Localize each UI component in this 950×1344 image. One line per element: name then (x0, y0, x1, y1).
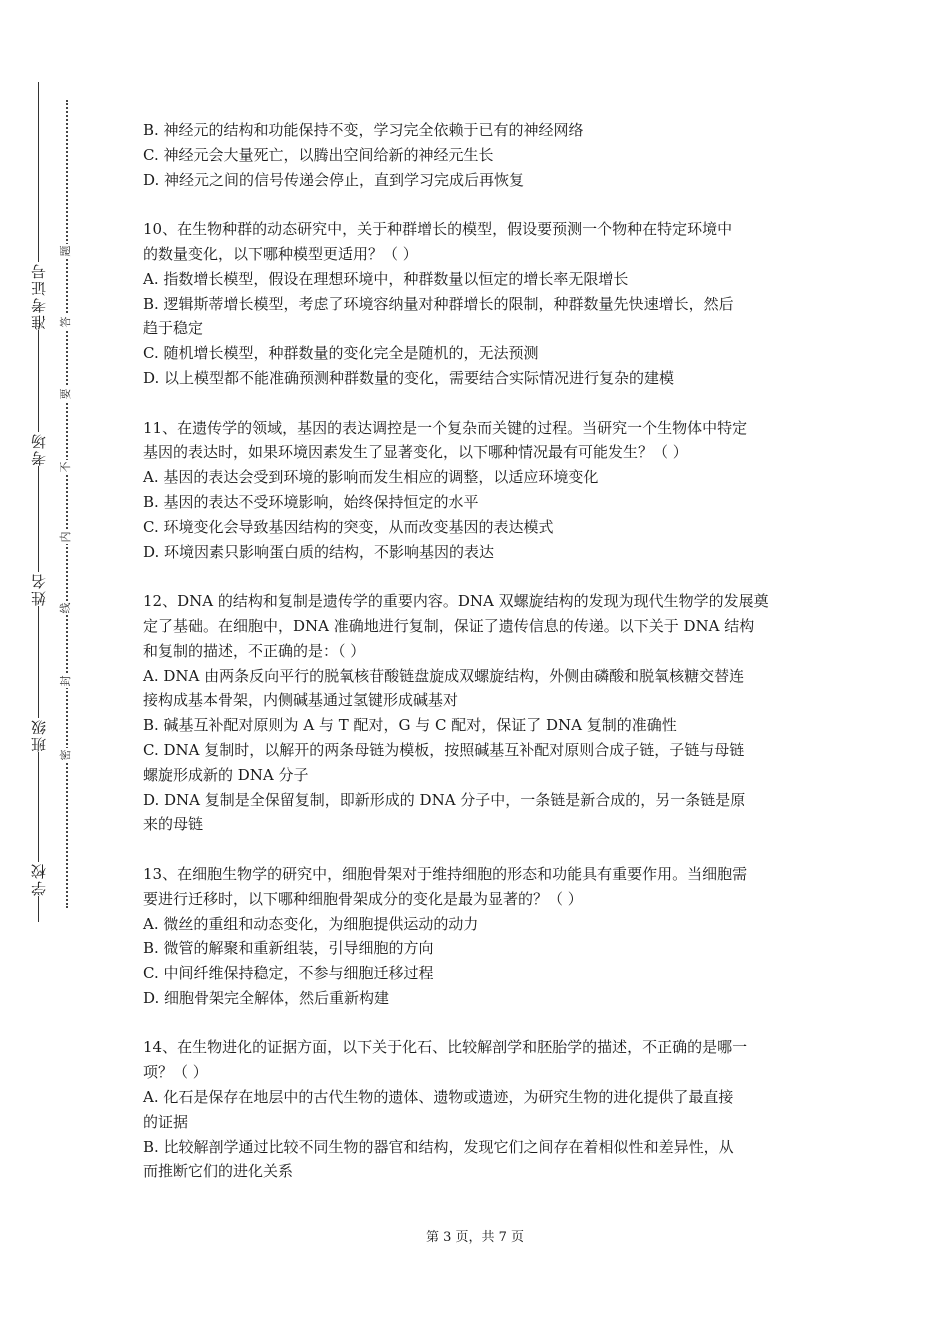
seal-char: 题 (59, 245, 72, 257)
binding-margin (0, 0, 110, 1344)
option-line: B. 神经元的结构和功能保持不变，学习完全依赖于已有的神经网络 (143, 121, 584, 139)
seal-char: 封 (59, 675, 72, 687)
option-line: 螺旋形成新的 DNA 分子 (143, 765, 309, 784)
question-stem-line: 和复制的描述，不正确的是：（ ） (143, 641, 366, 660)
question-12 (143, 589, 811, 837)
option-line: D. DNA 复制是全保留复制，即新形成的 DNA 分子中，一条链是新合成的，另一条链是原 (143, 790, 746, 809)
option-line: A. 微丝的重组和动态变化，为细胞提供运动的动力 (143, 914, 479, 933)
binding-field-exam-room: 考场 (30, 432, 48, 466)
question-stem-line: 12、DNA 的结构和复制是遗传学的重要内容。DNA 双螺旋结构的发现为现代生物学的发展奠 (143, 592, 769, 611)
option-line: A. DNA 由两条反向平行的脱氧核苷酸链盘旋成双螺旋结构，外侧由磷酸和脱氧核糖交替连 (143, 666, 745, 685)
seal-char: 答 (59, 316, 72, 328)
seal-char: 线 (59, 602, 72, 614)
option-line: 来的母链 (143, 815, 204, 834)
seal-char: 内 (59, 531, 72, 543)
option-line: C. 神经元会大量死亡，以腾出空间给新的神经元生长 (143, 145, 494, 164)
binding-field-class: 班级 (30, 718, 48, 752)
page-number: 第 3 页，共 7 页 (425, 1230, 525, 1245)
binding-field-name: 姓名 (30, 572, 48, 606)
option-line: B. 碱基互补配对原则为 A 与 T 配对，G 与 C 配对，保证了 DNA 复制的准确性 (143, 716, 677, 735)
question-stem-line: 的数量变化，以下哪种模型更适用？（ ） (143, 244, 418, 263)
question-10 (143, 217, 811, 391)
seal-dotted-line (66, 100, 68, 908)
option-line: B. 逻辑斯蒂增长模型，考虑了环境容纳量对种群增长的限制，种群数量先快速增长，然后 (143, 294, 734, 313)
option-line: 而推断它们的进化关系 (143, 1162, 294, 1181)
option-line: A. 基因的表达会受到环境的影响而发生相应的调整，以适应环境变化 (143, 468, 599, 487)
option-line: A. 化石是保存在地层中的古代生物的遗体、遗物或遗迹，为研究生物的进化提供了最直接 (143, 1088, 734, 1107)
option-line: D. 环境因素只影响蛋白质的结构，不影响基因的表达 (143, 542, 495, 561)
binding-field-school: 学校 (30, 862, 48, 896)
option-line: B. 微管的解聚和重新组装，引导细胞的方向 (143, 939, 434, 958)
question-stem-line: 定了基础。在细胞中，DNA 准确地进行复制，保证了遗传信息的传递。以下关于 DNA 结构 (143, 616, 755, 635)
option-line: 趋于稳定 (143, 319, 204, 338)
option-line: 接构成基本骨架，内侧碱基通过氢键形成碱基对 (143, 691, 459, 710)
binding-field-ticket-number: 准考证号 (30, 262, 48, 330)
question-14 (143, 1035, 811, 1184)
question-stem-line: 项？（ ） (143, 1063, 208, 1082)
question-stem-line: 基因的表达时，如果环境因素发生了显著变化，以下哪种情况最有可能发生？（ ） (143, 443, 688, 462)
question-9-continued (143, 118, 811, 192)
question-stem-line: 11、在遗传学的领域，基因的表达调控是一个复杂而关键的过程。当研究一个生物体中特定 (143, 418, 748, 437)
question-13 (143, 862, 811, 1011)
seal-char: 要 (59, 388, 72, 400)
question-11 (143, 416, 811, 565)
question-stem-line: 要进行迁移时，以下哪种细胞骨架成分的变化是最为显著的？（ ） (143, 889, 583, 908)
option-line: C. 中间纤维保持稳定，不参与细胞迁移过程 (143, 964, 434, 983)
option-line: C. DNA 复制时，以解开的两条母链为模板，按照碱基互补配对原则合成子链，子链与母链 (143, 740, 745, 759)
question-stem-line: 13、在细胞生物学的研究中，细胞骨架对于维持细胞的形态和功能具有重要作用。当细胞需 (143, 864, 748, 883)
option-line: D. 神经元之间的信号传递会停止，直到学习完成后再恢复 (143, 170, 525, 189)
option-line: D. 以上模型都不能准确预测种群数量的变化，需要结合实际情况进行复杂的建模 (143, 368, 675, 387)
exam-content (143, 118, 811, 1184)
option-line: C. 环境变化会导致基因结构的突变，从而改变基因的表达模式 (143, 517, 554, 536)
option-line: B. 比较解剖学通过比较不同生物的器官和结构，发现它们之间存在着相似性和差异性，从 (143, 1137, 734, 1156)
option-line: B. 基因的表达不受环境影响，始终保持恒定的水平 (143, 492, 479, 511)
option-line: 的证据 (143, 1112, 189, 1131)
question-stem-line: 10、在生物种群的动态研究中，关于种群增长的模型，假设要预测一个物种在特定环境中 (143, 220, 733, 239)
question-stem-line: 14、在生物进化的证据方面，以下关于化石、比较解剖学和胚胎学的描述，不正确的是哪一 (143, 1038, 748, 1057)
binding-solid-line (38, 82, 39, 922)
option-line: C. 随机增长模型，种群数量的变化完全是随机的，无法预测 (143, 344, 539, 363)
option-line: D. 细胞骨架完全解体，然后重新构建 (143, 988, 390, 1007)
seal-char: 密 (59, 749, 72, 761)
option-line: A. 指数增长模型，假设在理想环境中，种群数量以恒定的增长率无限增长 (143, 269, 629, 288)
seal-char: 不 (59, 461, 72, 473)
